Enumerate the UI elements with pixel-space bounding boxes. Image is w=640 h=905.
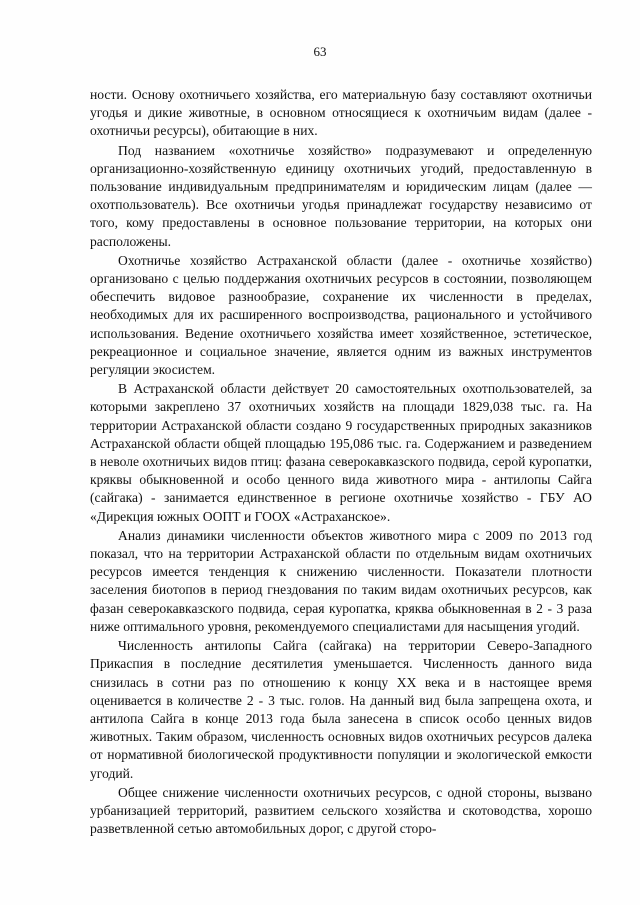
page-number: 63: [313, 44, 327, 59]
paragraph-decline-causes: Общее снижение численности охотничьих ресурсов, с одной стороны, вызвано урбанизацией территорий, развитием сельского хозяйства и скотоводства, хорошо разветвленной сетью автомобильных дорог, с другой сторо-: [90, 784, 592, 837]
paragraph-population-dynamics: Анализ динамики численности объектов животного мира с 2009 по 2013 год показал, что на территории Астраханской области по отдельным видам охотничьих ресурсов имеется тенденция к снижению численности. Показатели плотности заселения биотопов в период гнездования по таким видам охотничьих ресурсов, как фазан северокавказского подвида, серая куропатка, кряква обыкновенная в 2 - 3 раза ниже оптимального уровня, рекомендуемого специалистами для насыщения угодий.: [90, 527, 592, 634]
paragraph-astrakhan-hunting-purpose: Охотничье хозяйство Астраханской области (далее - охотничье хозяйство) организовано с целью поддержания охотничьих ресурсов в состоянии, позволяющем обеспечить видовое разнообразие, сохранение их численности в пределах, необходимых для их расширенного воспроизводства, рационального и устойчивого использования. Ведение охотничьего хозяйства имеет хозяйственное, эстетическое, рекреационное и социальное значение, является одним из важных инструментов регуляции экосистем.: [90, 252, 592, 378]
paragraph-hunting-users-stats: В Астраханской области действует 20 самостоятельных охотпользователей, за которыми закреплено 37 охотничьих хозяйств на площади 1829,038 тыс. га. На территории Астраханской области создано 9 государственных природных заказников Астраханской области общей площадью 195,086 тыс. га. Содержанием и разведением в неволе охотничьих видов птиц: фазана северокавказского подвида, серой куропатки, кряквы обыкновенной и особо ценного вида животного мира - антилопы Сайга (сайгака) - занимается единственное в регионе охотничье хозяйство - ГБУ АО «Дирекция южных ООПТ и ГООХ «Астраханское».: [90, 381, 592, 524]
paragraph-hunting-economy-definition: Под названием «охотничье хозяйство» подразумевают и определенную организационно-хозяйственную единицу охотничьих угодий, предоставленную в пользование индивидуальным предпринимателям и юридическим лицам (далее — охотпользователь). Все охотничьи угодья принадлежат государству независимо от того, кому предоставлены в основное пользование территории, на которых они расположены.: [90, 142, 592, 249]
paragraph-continuation: ности. Основу охотничьего хозяйства, его материальную базу составляют охотничьи угодья и дикие животные, в основном относящиеся к охотничьим видам (далее - охотничьи ресурсы), обитающие в них.: [90, 87, 592, 139]
document-body: [90, 86, 592, 839]
paragraph-saiga-population: Численность антилопы Сайга (сайгака) на территории Северо-Западного Прикаспия в последние десятилетия уменьшается. Численность данного вида снизилась в сотни раз по отношению к концу XX века и в настоящее время оценивается в количестве 2 - 3 тыс. голов. На данный вид была запрещена охота, и антилопа Сайга в конце 2013 года была занесена в список особо ценных видов животных. Таким образом, численность основных видов охотничьих ресурсов далека от нормативной биологической продуктивности популяции и экологической емкости угодий.: [90, 638, 592, 781]
